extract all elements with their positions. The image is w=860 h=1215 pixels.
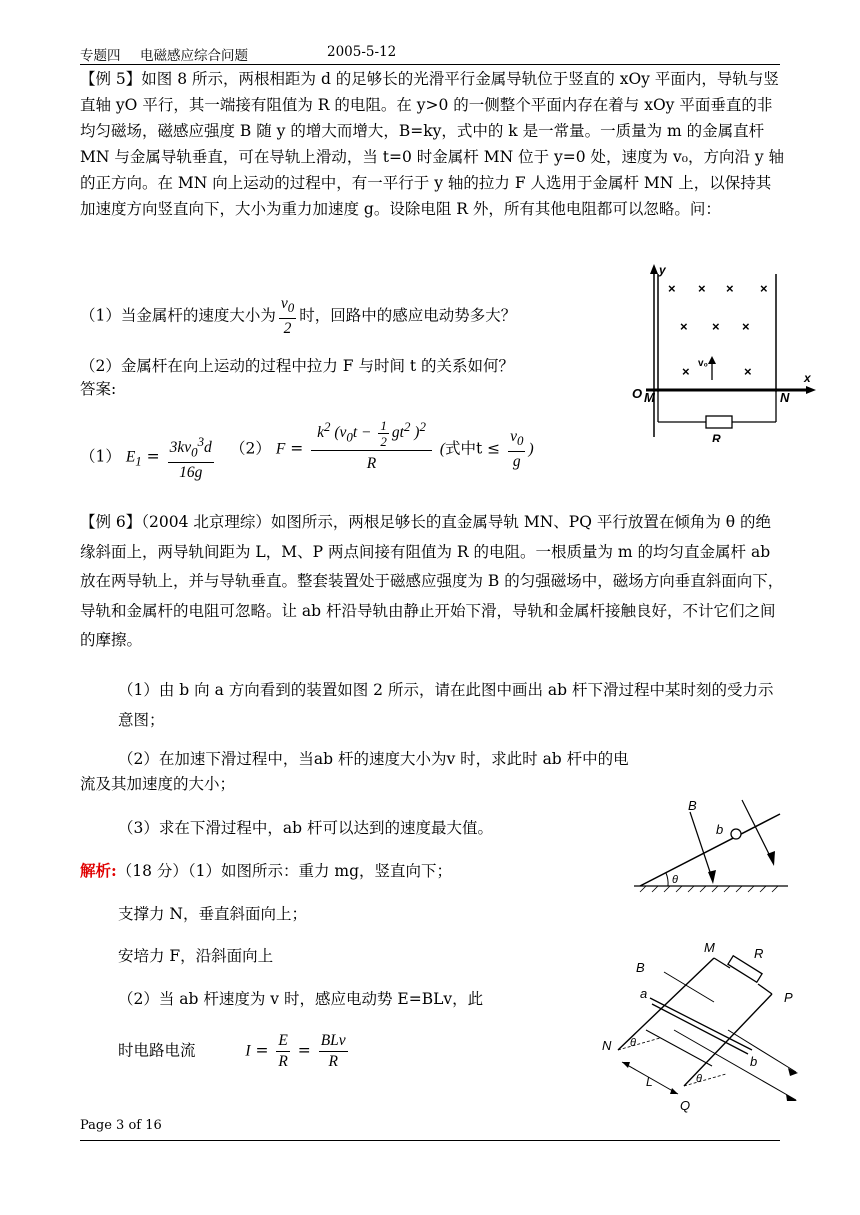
example5-text: [80, 66, 785, 222]
rod-cross-section-icon: [731, 829, 741, 839]
example6-q3: （3）求在下滑过程中，ab 杆可以达到的速度最大值。: [118, 819, 493, 837]
v0-over-2-fraction: $\frac{v_0}{2}$: [280, 295, 295, 338]
header-date: 2005-5-12: [327, 44, 397, 60]
magnetic-field-crosses: [668, 281, 768, 379]
theta-label-2: θ: [696, 1073, 702, 1085]
e-over-r-fraction: $\frac{E}{R}$: [278, 1032, 288, 1070]
answer-label: 答案:: [80, 380, 117, 398]
analysis-line1-text: （18 分）（1）如图所示：重力 mg，竖直向下；: [116, 862, 453, 880]
svg-text:×: ×: [742, 319, 750, 334]
velocity-label: v₀: [698, 358, 709, 369]
example6-q2-line1: （2）在加速下滑过程中，当ab 杆的速度大小为v 时，求此时 ab 杆中的电: [118, 750, 629, 768]
x-axis-label: x: [804, 371, 811, 385]
answer-2-condition: 式中t ≤: [445, 439, 501, 458]
q1-post: 时，回路中的感应电动势多大？: [299, 306, 517, 325]
analysis-line-5: 时电路电流 I = $\frac{E}{R}$ = $\frac{\text{BLv}}{R}$: [118, 1032, 346, 1070]
svg-text:×: ×: [680, 319, 688, 334]
theta-label: θ: [672, 874, 678, 886]
theta-label-1: θ: [630, 1037, 636, 1049]
v0-over-g-fraction: $\frac{v_0}{g}$: [510, 428, 524, 471]
answer-2-label: （2）: [230, 439, 271, 458]
l-label: L: [646, 1075, 653, 1089]
svg-text:×: ×: [760, 281, 768, 296]
page-number: Page 3 of 16: [80, 1118, 162, 1133]
y-axis-label: y: [659, 263, 666, 277]
example6-text: [80, 508, 785, 656]
example6-q1-text: （1）由 b 向 a 方向看到的装置如图 2 所示，请在此图中画出 ab 杆下滑过程中某时刻的受力示意图；: [118, 681, 774, 729]
example6-tag: 【例 6】: [80, 513, 142, 531]
answer-2-fraction: $k^2$ ($v_0t$ − $\frac{1}{2}$ $gt^2$ )$^2$ R: [311, 414, 432, 477]
q-label: Q: [680, 1098, 691, 1113]
analysis-line-3: 安培力 F，沿斜面向上: [118, 947, 274, 965]
n-label: N: [602, 1038, 612, 1053]
blv-over-r-fraction: $\frac{\text{BLv}}{R}$: [320, 1032, 346, 1070]
figure-2-incline: [630, 796, 790, 896]
n-label: N: [780, 390, 790, 405]
r-label: R: [754, 946, 764, 961]
answer-2: （2） F = $k^2$ ($v_0t$ − $\frac{1}{2}$ $gt^2$ )$^2$ R (式中t ≤ $\frac{v_0}{g}$ ): [230, 422, 534, 477]
analysis-line5-text: 时电路电流: [118, 1041, 196, 1060]
header-topic: 专题四: [80, 48, 121, 64]
svg-text:×: ×: [744, 364, 752, 379]
analysis-line-4: （2）当 ab 杆速度为 v 时，感应电动势 E=BLv，此: [118, 990, 484, 1008]
example5-q1: [80, 294, 516, 339]
svg-text:×: ×: [712, 319, 720, 334]
b-field-label: B: [688, 798, 697, 813]
example6-source: （2004 北京理综）: [141, 513, 271, 531]
example5-q2: （2）金属杆在向上运动的过程中拉力 F 与时间 t 的关系如何？: [80, 357, 515, 375]
p-label: P: [784, 990, 793, 1005]
figure-8-diagram: [628, 262, 818, 442]
footer-rule: [80, 1140, 780, 1141]
analysis-label: 解析:: [80, 861, 117, 880]
answer-1-fraction: $\frac{3kv_0^3d}{16g}$: [169, 434, 212, 482]
resistor-icon: [706, 416, 732, 428]
svg-text:×: ×: [698, 281, 706, 296]
figure-3-rails: [600, 934, 800, 1120]
r-label: R: [712, 432, 721, 442]
analysis-line-2: 支撑力 N，垂直斜面向上；: [118, 905, 307, 923]
example5-body: 如图 8 所示，两根相距为 d 的足够长的光滑平行金属导轨位于竖直的 xOy 平面内，导轨与竖直轴 yO 平行，其一端接有阻值为 R 的电阻。在 y>0 的一侧整个平面内存在着与 xOy 平面垂直的非均匀磁场，磁感应强度 B 随 y 的增大而增大，B=ky，式中的 k 是一常量。一质量为 m 的金属直杆 MN 与金属导轨垂直，可在导轨上滑动，当 t=0 时金属杆 MN 位于 y=0 处，速度为 v₀，方向沿 y 轴的正方向。在 MN 向上运动的过程中，有一平行于 y 轴的拉力 F 人选用于金属杆 MN 上，以保持其加速度方向竖直向下，大小为重力加速度 g。设除电阻 R 外，所有其他电阻都可以忽略。问：: [80, 70, 785, 218]
origin-label: O: [632, 386, 643, 401]
svg-text:×: ×: [668, 281, 676, 296]
svg-text:×: ×: [682, 364, 690, 379]
m-label: M: [704, 940, 715, 955]
header-rule: [80, 64, 780, 65]
example6-body: 如图所示，两根足够长的直金属导轨 MN、PQ 平行放置在倾角为 θ 的绝缘斜面上，两导轨间距为 L，M、P 两点间接有阻值为 R 的电阻。一根质量为 m 的均匀直金属杆 ab 放在两导轨上，并与导轨垂直。整套装置处于磁感应强度为 B 的匀强磁场中，磁场方向垂直斜面向下，导轨和金属杆的电阻可忽略。让 ab 杆沿导轨由静止开始下滑，导轨和金属杆接触良好，不计它们之间的摩擦。: [80, 513, 784, 649]
a-label: a: [640, 986, 648, 1001]
b-field-label: B: [636, 960, 645, 975]
answer-1: （1） $E_1$ = $\frac{3kv_0^3d}{16g}$: [80, 434, 212, 482]
analysis-line-1: [80, 859, 452, 883]
example6-q1: [118, 675, 786, 735]
answer-1-label: （1）: [80, 447, 121, 466]
q1-pre: （1）当金属杆的速度大小为: [80, 306, 276, 325]
b-label: b: [750, 1054, 758, 1069]
header-title: 电磁感应综合问题: [140, 48, 248, 64]
b-rod-label: b: [716, 822, 724, 837]
svg-text:×: ×: [726, 281, 734, 296]
example5-tag: 【例 5】: [80, 70, 142, 88]
m-label: M: [644, 390, 655, 405]
example6-q2-line2: 流及其加速度的大小；: [80, 775, 236, 793]
